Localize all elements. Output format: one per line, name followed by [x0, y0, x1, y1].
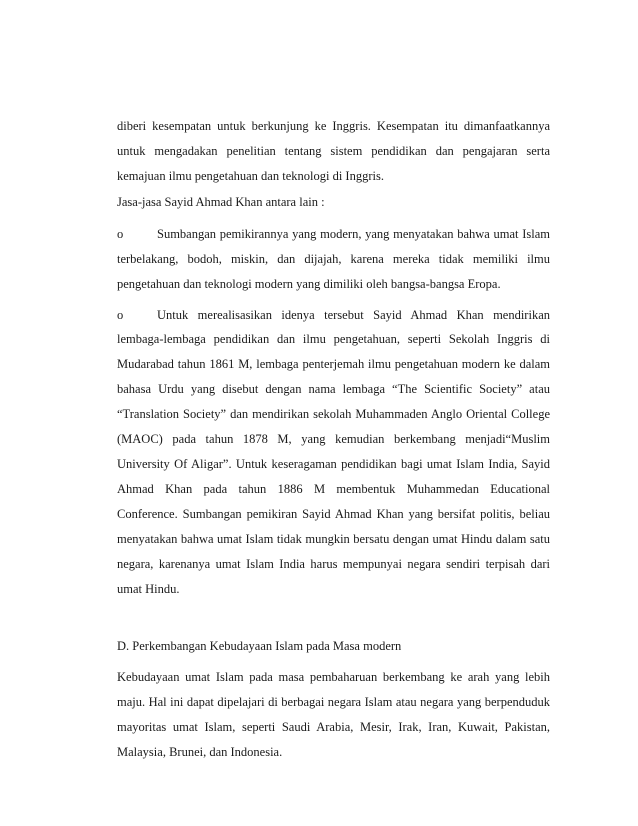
bullet-continuation: (MAOC) pada tahun 1878 M, yang kemudian berkembang menjadi“Muslim — [117, 432, 550, 446]
bullet-continuation: lembaga-lembaga pendidikan dan ilmu pengetahuan, seperti Sekolah Inggris di — [117, 332, 550, 346]
document-page — [117, 0, 550, 826]
paragraph-line: Kebudayaan umat Islam pada masa pembaharuan berkembang ke arah yang lebih — [117, 670, 550, 684]
paragraph-line: untuk mengadakan penelitian tentang sistem pendidikan dan pengajaran serta — [117, 144, 550, 158]
bullet-marker: o — [117, 308, 124, 322]
paragraph-line: Malaysia, Brunei, dan Indonesia. — [117, 745, 283, 759]
paragraph-line: diberi kesempatan untuk berkunjung ke Inggris. Kesempatan itu dimanfaatkannya — [117, 119, 550, 133]
bullet-item — [117, 307, 550, 323]
list-intro: Jasa-jasa Sayid Ahmad Khan antara lain : — [117, 195, 325, 209]
paragraph-line: maju. Hal ini dapat dipelajari di berbagai negara Islam atau negara yang berpenduduk — [117, 695, 550, 709]
paragraph-line: mayoritas umat Islam, seperti Saudi Arabia, Mesir, Irak, Iran, Kuwait, Pakistan, — [117, 720, 550, 734]
bullet-continuation: pengetahuan dan teknologi modern yang dimiliki oleh bangsa-bangsa Eropa. — [117, 277, 501, 291]
bullet-continuation: University Of Aligar”. Untuk keseragaman pendidikan bagi umat Islam India, Sayid — [117, 457, 550, 471]
bullet-text: Sumbangan pemikirannya yang modern, yang menyatakan bahwa umat Islam — [157, 227, 550, 241]
bullet-continuation: “Translation Society” dan mendirikan sekolah Muhammaden Anglo Oriental College — [117, 407, 550, 421]
bullet-continuation: terbelakang, bodoh, miskin, dan dijajah, karena mereka tidak memiliki ilmu — [117, 252, 550, 266]
bullet-continuation: bahasa Urdu yang disebut dengan nama lembaga “The Scientific Society” atau — [117, 382, 550, 396]
bullet-item — [117, 226, 550, 242]
bullet-continuation: menyatakan bahwa umat Islam tidak mungkin bersatu dengan umat Hindu dalam satu — [117, 532, 550, 546]
bullet-continuation: Conference. Sumbangan pemikiran Sayid Ahmad Khan yang bersifat politis, beliau — [117, 507, 550, 521]
section-heading: D. Perkembangan Kebudayaan Islam pada Masa modern — [117, 639, 402, 653]
bullet-continuation: umat Hindu. — [117, 582, 180, 596]
paragraph-line: kemajuan ilmu pengetahuan dan teknologi di Inggris. — [117, 169, 384, 183]
bullet-continuation: negara, karenanya umat Islam India harus mempunyai negara sendiri terpisah dari — [117, 557, 550, 571]
bullet-continuation: Ahmad Khan pada tahun 1886 M membentuk Muhammedan Educational — [117, 482, 550, 496]
bullet-text: Untuk merealisasikan idenya tersebut Sayid Ahmad Khan mendirikan — [157, 308, 550, 322]
bullet-continuation: Mudarabad tahun 1861 M, lembaga penterjemah ilmu pengetahuan modern ke dalam — [117, 357, 550, 371]
bullet-marker: o — [117, 227, 124, 241]
